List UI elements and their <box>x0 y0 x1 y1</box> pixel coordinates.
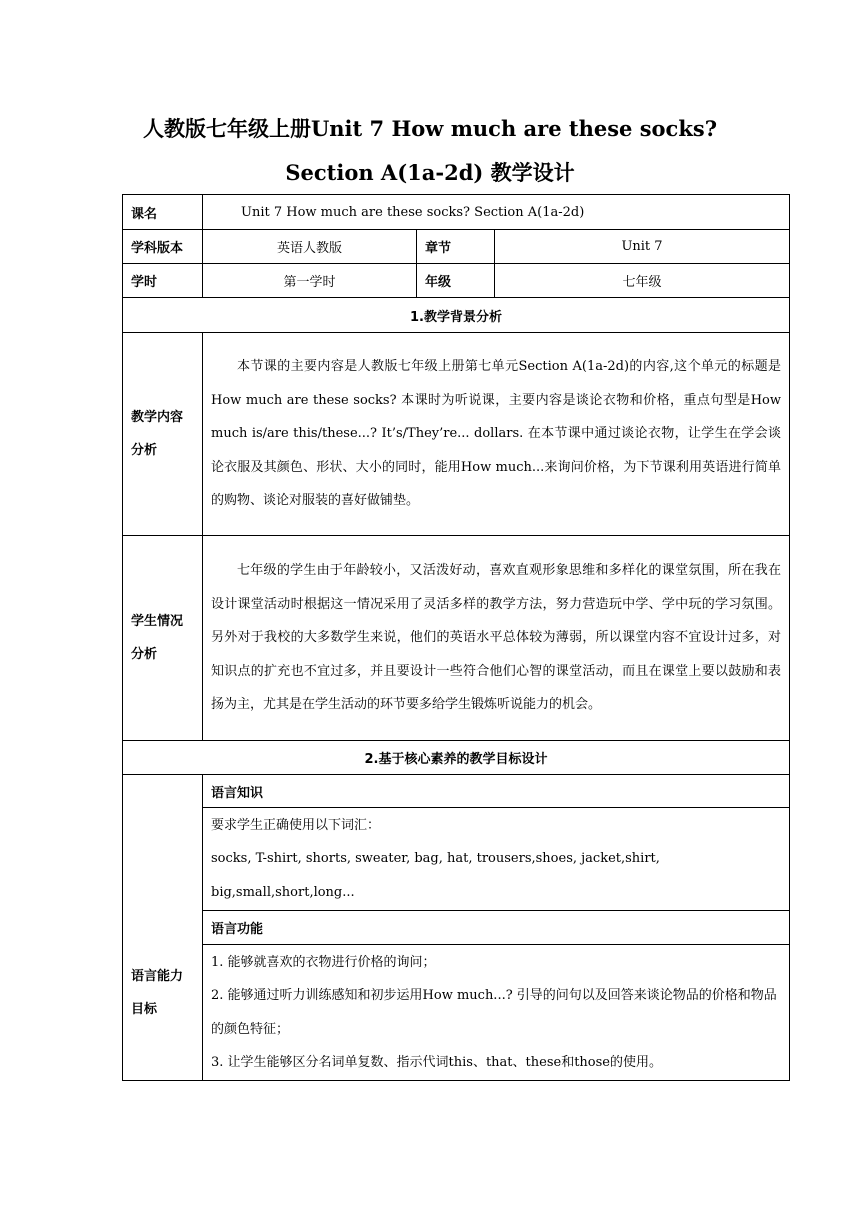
content-analysis-text: 本节课的主要内容是人教版七年级上册第七单元Section A(1a-2d)的内容,这个单元的标题是How much are these socks? 本课时为听说课，主要内容是谈论衣物和价格，重点句型是How much is/are this/these...? It’s/They’re... dollars. 在本节课中通过谈论衣物，让学生在学会谈论衣服及其颜色、形状、大小的同时，能用How much...来询问价格，为下节课利用英语进行简单的购物、谈论对服装的喜好做铺垫。 <box>211 359 782 509</box>
function-item-3: 3. 让学生能够区分名词单复数、指示代词this、that、these和those的使用。 <box>211 1055 662 1070</box>
language-ability-goal-label-line-1: 语言能力 <box>131 968 184 984</box>
knowledge-content-row <box>123 808 790 911</box>
content-analysis-label <box>123 333 203 536</box>
knowledge-words-line-1: socks, T-shirt, shorts, sweater, bag, hat, trousers,shoes, jacket,shirt, <box>211 851 660 867</box>
student-analysis-text-cell <box>203 536 790 741</box>
student-analysis-label-line-2: 分析 <box>131 647 158 662</box>
period-label: 学时 <box>123 264 203 298</box>
knowledge-heading-row <box>123 775 790 808</box>
knowledge-content <box>203 808 790 911</box>
edition-row <box>123 230 790 264</box>
section-1-heading-row <box>123 298 790 333</box>
function-item-1: 1. 能够就喜欢的衣物进行价格的询问； <box>211 954 436 970</box>
document-title-line-2: Section A(1a-2d) 教学设计 <box>285 160 575 185</box>
function-item-2: 2. 能够通过听力训练感知和初步运用How much...? 引导的问句以及回答来谈论物品的价格和物品的颜色特征； <box>211 988 777 1037</box>
chapter-label: 章节 <box>417 230 495 264</box>
function-content-row <box>123 945 790 1081</box>
student-analysis-label <box>123 536 203 741</box>
language-ability-goal-label <box>123 775 203 1081</box>
section-2-heading: 2.基于核心素养的教学目标设计 <box>123 741 790 775</box>
function-heading-row <box>123 911 790 945</box>
student-analysis-label-line-1: 学生情况 <box>131 614 184 629</box>
section-2-heading-row <box>123 741 790 775</box>
grade-label: 年级 <box>417 264 495 298</box>
course-value: Unit 7 How much are these socks? Section A(1a-2d) <box>203 195 790 230</box>
language-ability-goal-label-line-2: 目标 <box>131 1001 158 1017</box>
period-value: 第一学时 <box>203 264 417 298</box>
function-content <box>203 945 790 1081</box>
course-label: 课名 <box>123 195 203 230</box>
document-title-line-1: 人教版七年级上册Unit 7 How much are these socks? <box>142 116 718 141</box>
section-1-heading: 1.教学背景分析 <box>123 298 790 333</box>
student-analysis-text: 七年级的学生由于年龄较小，又活泼好动，喜欢直观形象思维和多样化的课堂氛围，所在我在设计课堂活动时根据这一情况采用了灵活多样的教学方法，努力营造玩中学、学中玩的学习氛围。另外对于我校的大多数学生来说，他们的英语水平总体较为薄弱，所以课堂内容不宜设计过多，对知识点的扩充也不宜过多，并且要设计一些符合他们心智的课堂活动，而且在课堂上要以鼓励和表扬为主，尤其是在学生活动的环节要多给学生锻炼听说能力的机会。 <box>211 563 782 713</box>
function-heading: 语言功能 <box>203 911 790 945</box>
lesson-plan-table <box>122 194 790 1081</box>
grade-value: 七年级 <box>495 264 790 298</box>
content-analysis-label-line-1: 教学内容 <box>131 410 184 425</box>
period-row <box>123 264 790 298</box>
course-row <box>123 195 790 230</box>
knowledge-words-line-2: big,small,short,long... <box>211 884 355 900</box>
chapter-value: Unit 7 <box>495 230 790 264</box>
knowledge-heading: 语言知识 <box>203 775 790 808</box>
content-analysis-label-line-2: 分析 <box>131 443 158 458</box>
knowledge-intro: 要求学生正确使用以下词汇： <box>211 817 381 833</box>
edition-label: 学科版本 <box>123 230 203 264</box>
content-analysis-row <box>123 333 790 536</box>
content-analysis-text-cell <box>203 333 790 536</box>
student-analysis-row <box>123 536 790 741</box>
edition-value: 英语人教版 <box>203 230 417 264</box>
